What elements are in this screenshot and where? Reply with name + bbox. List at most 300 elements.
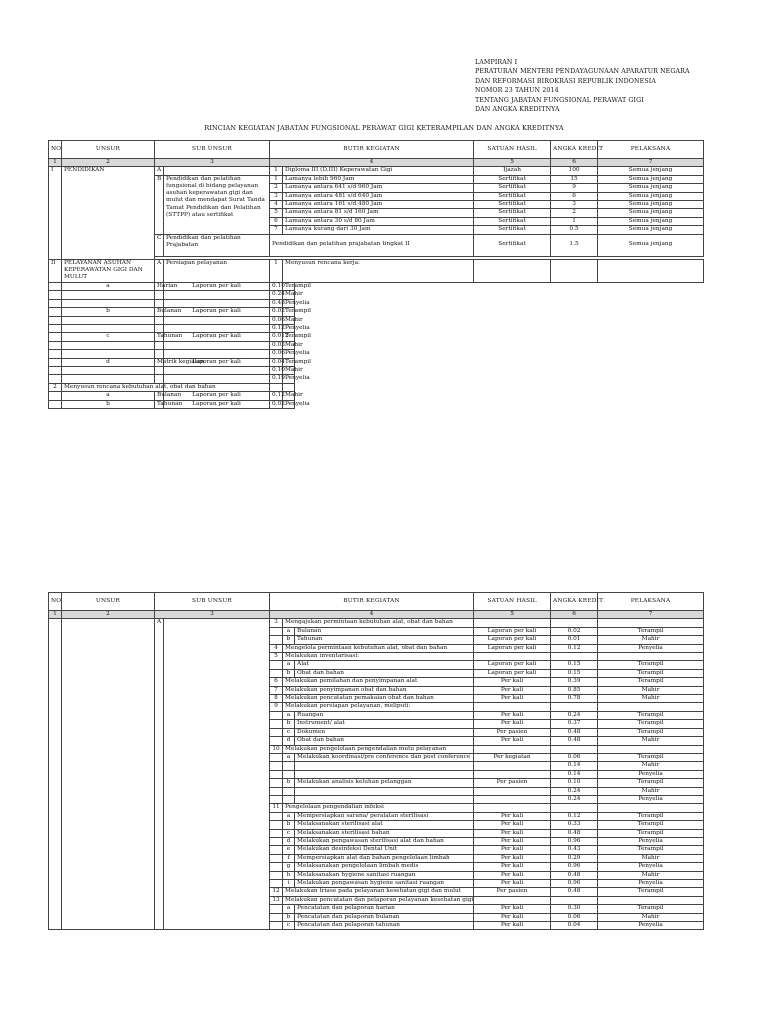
angka-kredit: 1.5 — [551, 234, 598, 256]
butir-text: Harian — [155, 282, 164, 290]
butir-text: Lamanya lebih 960 Jam — [283, 175, 474, 183]
pelaksana: Semua jenjang — [598, 226, 704, 234]
butir-number — [270, 737, 283, 745]
butir-text: Mengelola permintaan kebutuhan alat, obat dan bahan — [283, 644, 474, 652]
pelaksana: Mahir — [283, 291, 295, 299]
butir-text: Melakukan penyimpanan obat dan bahan — [283, 686, 474, 694]
table-row — [49, 299, 704, 307]
butir-text: Ruangan — [295, 711, 474, 719]
angka-kredit: 0.04 — [270, 358, 283, 366]
satuan-hasil: Per kali — [474, 905, 551, 913]
satuan-hasil: Per kali — [474, 846, 551, 854]
butir-sub-letter — [62, 291, 155, 299]
butir-text: Melaksanakan sterilisasi alat — [295, 821, 474, 829]
butir-number — [270, 795, 283, 803]
butir-text — [295, 762, 474, 770]
angka-kredit — [551, 745, 598, 753]
col-number: 1 — [49, 159, 62, 167]
col-header-sub-unsur: SUB UNSUR — [155, 593, 270, 611]
satuan-hasil: Per kali — [474, 711, 551, 719]
butir-text: Pencatatan dan pelaporan harian — [295, 905, 474, 913]
butir-sub-letter: a — [283, 753, 295, 761]
pelaksana: Semua jenjang — [598, 184, 704, 192]
angka-kredit: 0.15 — [551, 669, 598, 677]
satuan-hasil — [474, 619, 551, 627]
angka-kredit: 0.48 — [551, 871, 598, 879]
butir-text: Melakukan persiapan pelayanan, meliputi: — [283, 703, 474, 711]
butir-text: Bulanan — [155, 392, 164, 400]
pelaksana: Mahir — [598, 871, 704, 879]
angka-kredit: 0.06 — [551, 913, 598, 921]
butir-number: 1 — [270, 167, 283, 175]
pelaksana: Semua jenjang — [598, 201, 704, 209]
pelaksana: Mahir — [598, 787, 704, 795]
butir-number — [49, 282, 62, 290]
pelaksana: Penyelia — [598, 922, 704, 930]
satuan-hasil — [164, 291, 270, 299]
butir-text: Melaksanakan hygiene sanitasi ruangan — [295, 871, 474, 879]
butir-number: 13 — [270, 896, 283, 904]
butir-sub-letter: b — [283, 720, 295, 728]
pelaksana: Penyelia — [598, 644, 704, 652]
column-number-row — [49, 611, 704, 619]
pelaksana: Mahir — [598, 695, 704, 703]
col-header-unsur: UNSUR — [62, 593, 155, 611]
butir-number — [270, 636, 283, 644]
angka-kredit: 0.96 — [551, 837, 598, 845]
sub-unsur-code: A — [155, 259, 164, 282]
col-header-angka-kredit: ANGKA KREDIT — [551, 593, 598, 611]
butir-text: Melakukan pengawasan sterilisasi alat dan bahan — [295, 837, 474, 845]
angka-kredit: 0.03 — [270, 341, 283, 349]
pelaksana: Penyelia — [283, 299, 295, 307]
butir-number: 3 — [270, 619, 283, 627]
pelaksana: Penyelia — [283, 324, 295, 332]
butir-text — [155, 324, 164, 332]
satuan-hasil — [474, 896, 551, 904]
angka-kredit — [551, 653, 598, 661]
satuan-hasil — [474, 259, 551, 282]
butir-sub-letter — [283, 770, 295, 778]
satuan-hasil: Per kali — [474, 871, 551, 879]
satuan-hasil: Per kali — [474, 812, 551, 820]
pelaksana: Mahir — [283, 341, 295, 349]
butir-text: Lamanya antara 81 s/d 160 Jam — [283, 209, 474, 217]
satuan-hasil: Laporan per kali — [164, 358, 270, 366]
angka-kredit: 0.78 — [551, 695, 598, 703]
sub-unsur-text: Pendidikan dan pelatihan Prajabatan — [164, 234, 270, 256]
satuan-hasil: Sertifikat — [474, 209, 551, 217]
lampiran-header — [475, 58, 690, 114]
satuan-hasil: Per kali — [474, 829, 551, 837]
butir-text: Dokumen — [295, 728, 474, 736]
pelaksana: Terampil — [283, 282, 295, 290]
butir-text: Lamanya antara 30 s/d 80 Jam — [283, 217, 474, 225]
butir-sub-letter — [62, 366, 155, 374]
satuan-hasil: Per pasien — [474, 728, 551, 736]
angka-kredit — [551, 619, 598, 627]
table-row — [49, 400, 704, 408]
butir-number — [270, 922, 283, 930]
sub-unsur-text: Pendidikan dan pelatihan fungsional di bidang pelayanan asuhan keperawatan gigi dan mulut dan mendapat Surat Tanda Tamat Pendidikan dan Pelatihan (STTPP) atau sertifikat — [164, 175, 270, 234]
angka-kredit: 0.12 — [270, 324, 283, 332]
satuan-hasil: Sertifikat — [474, 201, 551, 209]
satuan-hasil: Per kali — [474, 837, 551, 845]
pelaksana: Penyelia — [283, 350, 295, 358]
satuan-hasil — [164, 366, 270, 374]
pelaksana — [283, 383, 295, 391]
butir-number: 6 — [270, 217, 283, 225]
unsur-number — [49, 619, 62, 930]
pelaksana — [598, 653, 704, 661]
butir-text: Tahunan — [155, 333, 164, 341]
butir-sub-letter: d — [283, 837, 295, 845]
angka-kredit: 0.12 — [551, 812, 598, 820]
angka-kredit: 0.48 — [551, 829, 598, 837]
butir-number — [270, 871, 283, 879]
satuan-hasil — [164, 350, 270, 358]
butir-number — [270, 627, 283, 635]
butir-text: Lamanya antara 641 s/d 960 Jam — [283, 184, 474, 192]
butir-number — [49, 358, 62, 366]
table-row — [49, 333, 704, 341]
angka-kredit: 0.39 — [551, 678, 598, 686]
pelaksana: Semua jenjang — [598, 209, 704, 217]
butir-sub-letter: a — [283, 627, 295, 635]
satuan-hasil: Per kali — [474, 695, 551, 703]
butir-number — [49, 350, 62, 358]
angka-kredit: 0.10 — [551, 779, 598, 787]
angka-kredit — [551, 804, 598, 812]
butir-sub-letter — [62, 341, 155, 349]
pelaksana: Penyelia — [598, 880, 704, 888]
butir-number — [270, 661, 283, 669]
butir-sub-letter — [283, 762, 295, 770]
col-header-no: NO — [49, 141, 62, 159]
butir-sub-letter: a — [283, 661, 295, 669]
pelaksana: Terampil — [598, 779, 704, 787]
butir-number — [270, 779, 283, 787]
angka-kredit: 0.48 — [270, 299, 283, 307]
angka-kredit: 3 — [551, 201, 598, 209]
unsur-name — [62, 619, 155, 930]
satuan-hasil — [474, 787, 551, 795]
butir-number: 12 — [270, 888, 283, 896]
satuan-hasil: Laporan per kali — [474, 627, 551, 635]
butir-text — [155, 316, 164, 324]
pelaksana: Penyelia — [283, 375, 295, 383]
satuan-hasil: Laporan per kali — [474, 644, 551, 652]
table-header-row — [49, 593, 704, 611]
angka-kredit: 0.12 — [270, 392, 283, 400]
col-header-no: NO — [49, 593, 62, 611]
pelaksana: Terampil — [598, 753, 704, 761]
pelaksana: Mahir — [598, 762, 704, 770]
butir-number — [49, 341, 62, 349]
butir-text: Melakukan pengelolaan pengendalian mutu pelayanan — [283, 745, 474, 753]
butir-number: 3 — [270, 192, 283, 200]
table-row — [49, 350, 704, 358]
pelaksana — [598, 703, 704, 711]
angka-kredit: 0.85 — [551, 686, 598, 694]
butir-number — [270, 854, 283, 862]
col-header-butir: BUTIR KEGIATAN — [270, 593, 474, 611]
angka-kredit: 0.19 — [270, 375, 283, 383]
col-header-sub-unsur: SUB UNSUR — [155, 141, 270, 159]
butir-number — [49, 375, 62, 383]
col-number: 5 — [474, 611, 551, 619]
butir-text — [155, 291, 164, 299]
butir-text: Diploma III (D.III) Keperawatan Gigi — [283, 167, 474, 175]
angka-kredit: 0.96 — [551, 863, 598, 871]
angka-kredit: 0.48 — [551, 728, 598, 736]
butir-sub-letter: d — [283, 737, 295, 745]
satuan-hasil — [474, 770, 551, 778]
butir-number — [49, 299, 62, 307]
butir-number — [270, 821, 283, 829]
angka-kredit: 0.24 — [551, 795, 598, 803]
butir-number — [270, 728, 283, 736]
pelaksana: Semua jenjang — [598, 167, 704, 175]
satuan-hasil: Sertifikat — [474, 226, 551, 234]
table-row — [49, 366, 704, 374]
angka-kredit: 0.30 — [551, 905, 598, 913]
butir-number — [49, 308, 62, 316]
satuan-hasil — [474, 745, 551, 753]
butir-text: Tahunan — [295, 636, 474, 644]
butir-number: 1 — [270, 259, 283, 282]
pelaksana: Penyelia — [598, 837, 704, 845]
butir-text: Pencatatan dan pelaporan tahunan — [295, 922, 474, 930]
butir-sub-letter: c — [283, 829, 295, 837]
pelaksana: Terampil — [598, 829, 704, 837]
table-row — [49, 167, 704, 175]
butir-text: Pendidikan dan pelatihan prajabatan tingkat II — [270, 234, 474, 256]
table-row — [49, 375, 704, 383]
angka-kredit: 0.24 — [551, 787, 598, 795]
satuan-hasil — [164, 375, 270, 383]
header-line: DAN REFORMASI BIROKRASI REPUBLIK INDONESIA — [475, 77, 656, 85]
butir-text — [155, 375, 164, 383]
butir-sub-letter: e — [283, 846, 295, 854]
angka-kredit: 0.48 — [551, 737, 598, 745]
butir-number — [270, 787, 283, 795]
butir-sub-letter: b — [283, 636, 295, 644]
pelaksana — [598, 259, 704, 282]
butir-number — [270, 753, 283, 761]
col-number: 4 — [270, 611, 474, 619]
angka-kredit: 6 — [551, 192, 598, 200]
butir-text: Bulanan — [295, 627, 474, 635]
butir-sub-letter — [62, 350, 155, 358]
sub-unsur-code: A — [155, 167, 164, 175]
butir-sub-letter: b — [283, 913, 295, 921]
angka-kredit — [270, 383, 283, 391]
pelaksana — [598, 804, 704, 812]
table-row — [49, 282, 704, 290]
satuan-hasil — [164, 324, 270, 332]
butir-number: 4 — [270, 201, 283, 209]
satuan-hasil: Laporan per kali — [164, 333, 270, 341]
butir-text: Lamanya kurang dari 30 Jam — [283, 226, 474, 234]
angka-kredit: 0.06 — [270, 350, 283, 358]
angka-kredit: 0.29 — [551, 854, 598, 862]
unsur-name: PELAYANAN ASUHAN KEPERAWATAN GIGI DAN MULUT — [62, 259, 155, 282]
satuan-hasil: Laporan per kali — [474, 636, 551, 644]
butir-sub-letter: c — [283, 922, 295, 930]
butir-sub-letter: d — [62, 358, 155, 366]
butir-sub-letter: a — [283, 711, 295, 719]
butir-number — [270, 880, 283, 888]
butir-text: Pencatatan dan pelaporan bulanan — [295, 913, 474, 921]
butir-number — [270, 812, 283, 820]
angka-kredit: 0.12 — [551, 644, 598, 652]
butir-number: 7 — [270, 686, 283, 694]
butir-text: Mengajukan permintaan kebutuhan alat, obat dan bahan — [283, 619, 474, 627]
table-row — [49, 308, 704, 316]
angka-kredit: 0.10 — [270, 366, 283, 374]
satuan-hasil: Sertifikat — [474, 192, 551, 200]
butir-text: Melakukan triase pada pelayanan kesehatan gigi dan mulut — [283, 888, 474, 896]
document-title: RINCIAN KEGIATAN JABATAN FUNGSIONAL PERAWAT GIGI KETERAMPILAN DAN ANGKA KREDITNYA — [204, 124, 564, 132]
pelaksana: Mahir — [598, 636, 704, 644]
angka-kredit: 0.5 — [551, 226, 598, 234]
butir-text: Melakukan pengawasan hygiene sanitasi ruangan — [295, 880, 474, 888]
butir-sub-letter: c — [62, 333, 155, 341]
pelaksana: Terampil — [598, 661, 704, 669]
pelaksana: Terampil — [598, 711, 704, 719]
header-line: DAN ANGKA KREDITNYA — [475, 106, 560, 114]
satuan-hasil — [474, 795, 551, 803]
satuan-hasil: Sertifikat — [474, 175, 551, 183]
satuan-hasil: Per pasien — [474, 779, 551, 787]
angka-kredit: 1 — [551, 217, 598, 225]
butir-sub-letter: a — [62, 392, 155, 400]
butir-text: Obat dan bahan — [295, 669, 474, 677]
butir-number: 9 — [270, 703, 283, 711]
satuan-hasil: Per kali — [474, 863, 551, 871]
angka-kredit: 0.43 — [551, 846, 598, 854]
angka-kredit: 0.14 — [551, 770, 598, 778]
butir-text: Menyusun rencana kerja: — [283, 259, 474, 282]
pelaksana: Semua jenjang — [598, 234, 704, 256]
satuan-hasil — [164, 299, 270, 307]
pelaksana: Mahir — [598, 854, 704, 862]
satuan-hasil: Per kali — [474, 737, 551, 745]
pelaksana: Penyelia — [598, 770, 704, 778]
angka-kredit: 100 — [551, 167, 598, 175]
butir-text: Melakukan koordinasi/pre conference dan post conference — [295, 753, 474, 761]
pelaksana: Terampil — [598, 846, 704, 854]
sub-unsur-text: Persiapan pelayanan — [164, 259, 270, 282]
pelaksana — [598, 745, 704, 753]
angka-kredit: 0.10 — [270, 282, 283, 290]
butir-text: Melakukan pencatatan pemakaian obat dan bahan — [283, 695, 474, 703]
pelaksana: Penyelia — [598, 863, 704, 871]
butir-sub-letter — [283, 787, 295, 795]
butir-text — [295, 770, 474, 778]
butir-number — [49, 291, 62, 299]
angka-kredit: 0.14 — [551, 762, 598, 770]
butir-text: Menyusun rencana kebutuhan alat, obat dan bahan — [62, 383, 164, 391]
butir-text: Lamanya antara 161 s/d 480 Jam — [283, 201, 474, 209]
butir-sub-letter — [283, 795, 295, 803]
angka-kredit — [551, 259, 598, 282]
satuan-hasil: Per kali — [474, 880, 551, 888]
col-header-pelaksana: PELAKSANA — [598, 593, 704, 611]
angka-kredit: 0.012 — [270, 333, 283, 341]
col-number: 2 — [62, 159, 155, 167]
satuan-hasil: Per kali — [474, 922, 551, 930]
satuan-hasil: Laporan per kali — [164, 400, 270, 408]
butir-number: 7 — [270, 226, 283, 234]
satuan-hasil: Per kali — [474, 854, 551, 862]
satuan-hasil: Per pasien — [474, 888, 551, 896]
col-header-angka-kredit: ANGKA KREDIT — [551, 141, 598, 159]
sub-unsur-text — [164, 619, 270, 930]
butir-text: Melakukan desinfeksi Dental Unit — [295, 846, 474, 854]
pelaksana: Terampil — [598, 669, 704, 677]
butir-number — [49, 366, 62, 374]
butir-text: Instrument/ alat — [295, 720, 474, 728]
rincian-kegiatan-table-page2 — [48, 592, 704, 930]
butir-number — [270, 669, 283, 677]
sub-unsur-code: A — [155, 619, 164, 930]
angka-kredit: 0.01 — [551, 636, 598, 644]
satuan-hasil — [474, 653, 551, 661]
butir-sub-letter: b — [62, 400, 155, 408]
pelaksana: Penyelia — [283, 400, 295, 408]
col-number: 6 — [551, 159, 598, 167]
butir-number — [49, 324, 62, 332]
table-row — [49, 392, 704, 400]
col-number: 3 — [155, 159, 270, 167]
satuan-hasil: Laporan per kali — [474, 669, 551, 677]
col-number: 7 — [598, 159, 704, 167]
angka-kredit: 0.15 — [551, 661, 598, 669]
angka-kredit: 0.06 — [551, 753, 598, 761]
butir-number — [270, 846, 283, 854]
butir-text — [155, 366, 164, 374]
header-line: LAMPIRAN I — [475, 59, 518, 66]
pelaksana: Terampil — [283, 358, 295, 366]
pelaksana: Terampil — [598, 905, 704, 913]
pelaksana: Mahir — [598, 913, 704, 921]
butir-sub-letter: i — [283, 880, 295, 888]
angka-kredit: 0.02 — [551, 627, 598, 635]
butir-text: Matrik kegiatan — [155, 358, 164, 366]
satuan-hasil: Laporan per kali — [474, 661, 551, 669]
unsur-number: I — [49, 167, 62, 259]
butir-sub-letter: b — [283, 669, 295, 677]
angka-kredit: 0.24 — [270, 291, 283, 299]
butir-text: Melakukan analisis keluhan pelanggan — [295, 779, 474, 787]
angka-kredit: 9 — [551, 184, 598, 192]
satuan-hasil — [474, 762, 551, 770]
pelaksana: Mahir — [598, 737, 704, 745]
butir-number — [49, 316, 62, 324]
col-header-pelaksana: PELAKSANA — [598, 141, 704, 159]
satuan-hasil: Ijazah — [474, 167, 551, 175]
butir-text: Melakukan inventarisasi: — [283, 653, 474, 661]
angka-kredit — [551, 896, 598, 904]
pelaksana — [598, 619, 704, 627]
pelaksana: Terampil — [283, 308, 295, 316]
satuan-hasil: Sertifikat — [474, 217, 551, 225]
butir-number: 4 — [270, 644, 283, 652]
column-number-row — [49, 159, 704, 167]
pelaksana: Terampil — [598, 888, 704, 896]
